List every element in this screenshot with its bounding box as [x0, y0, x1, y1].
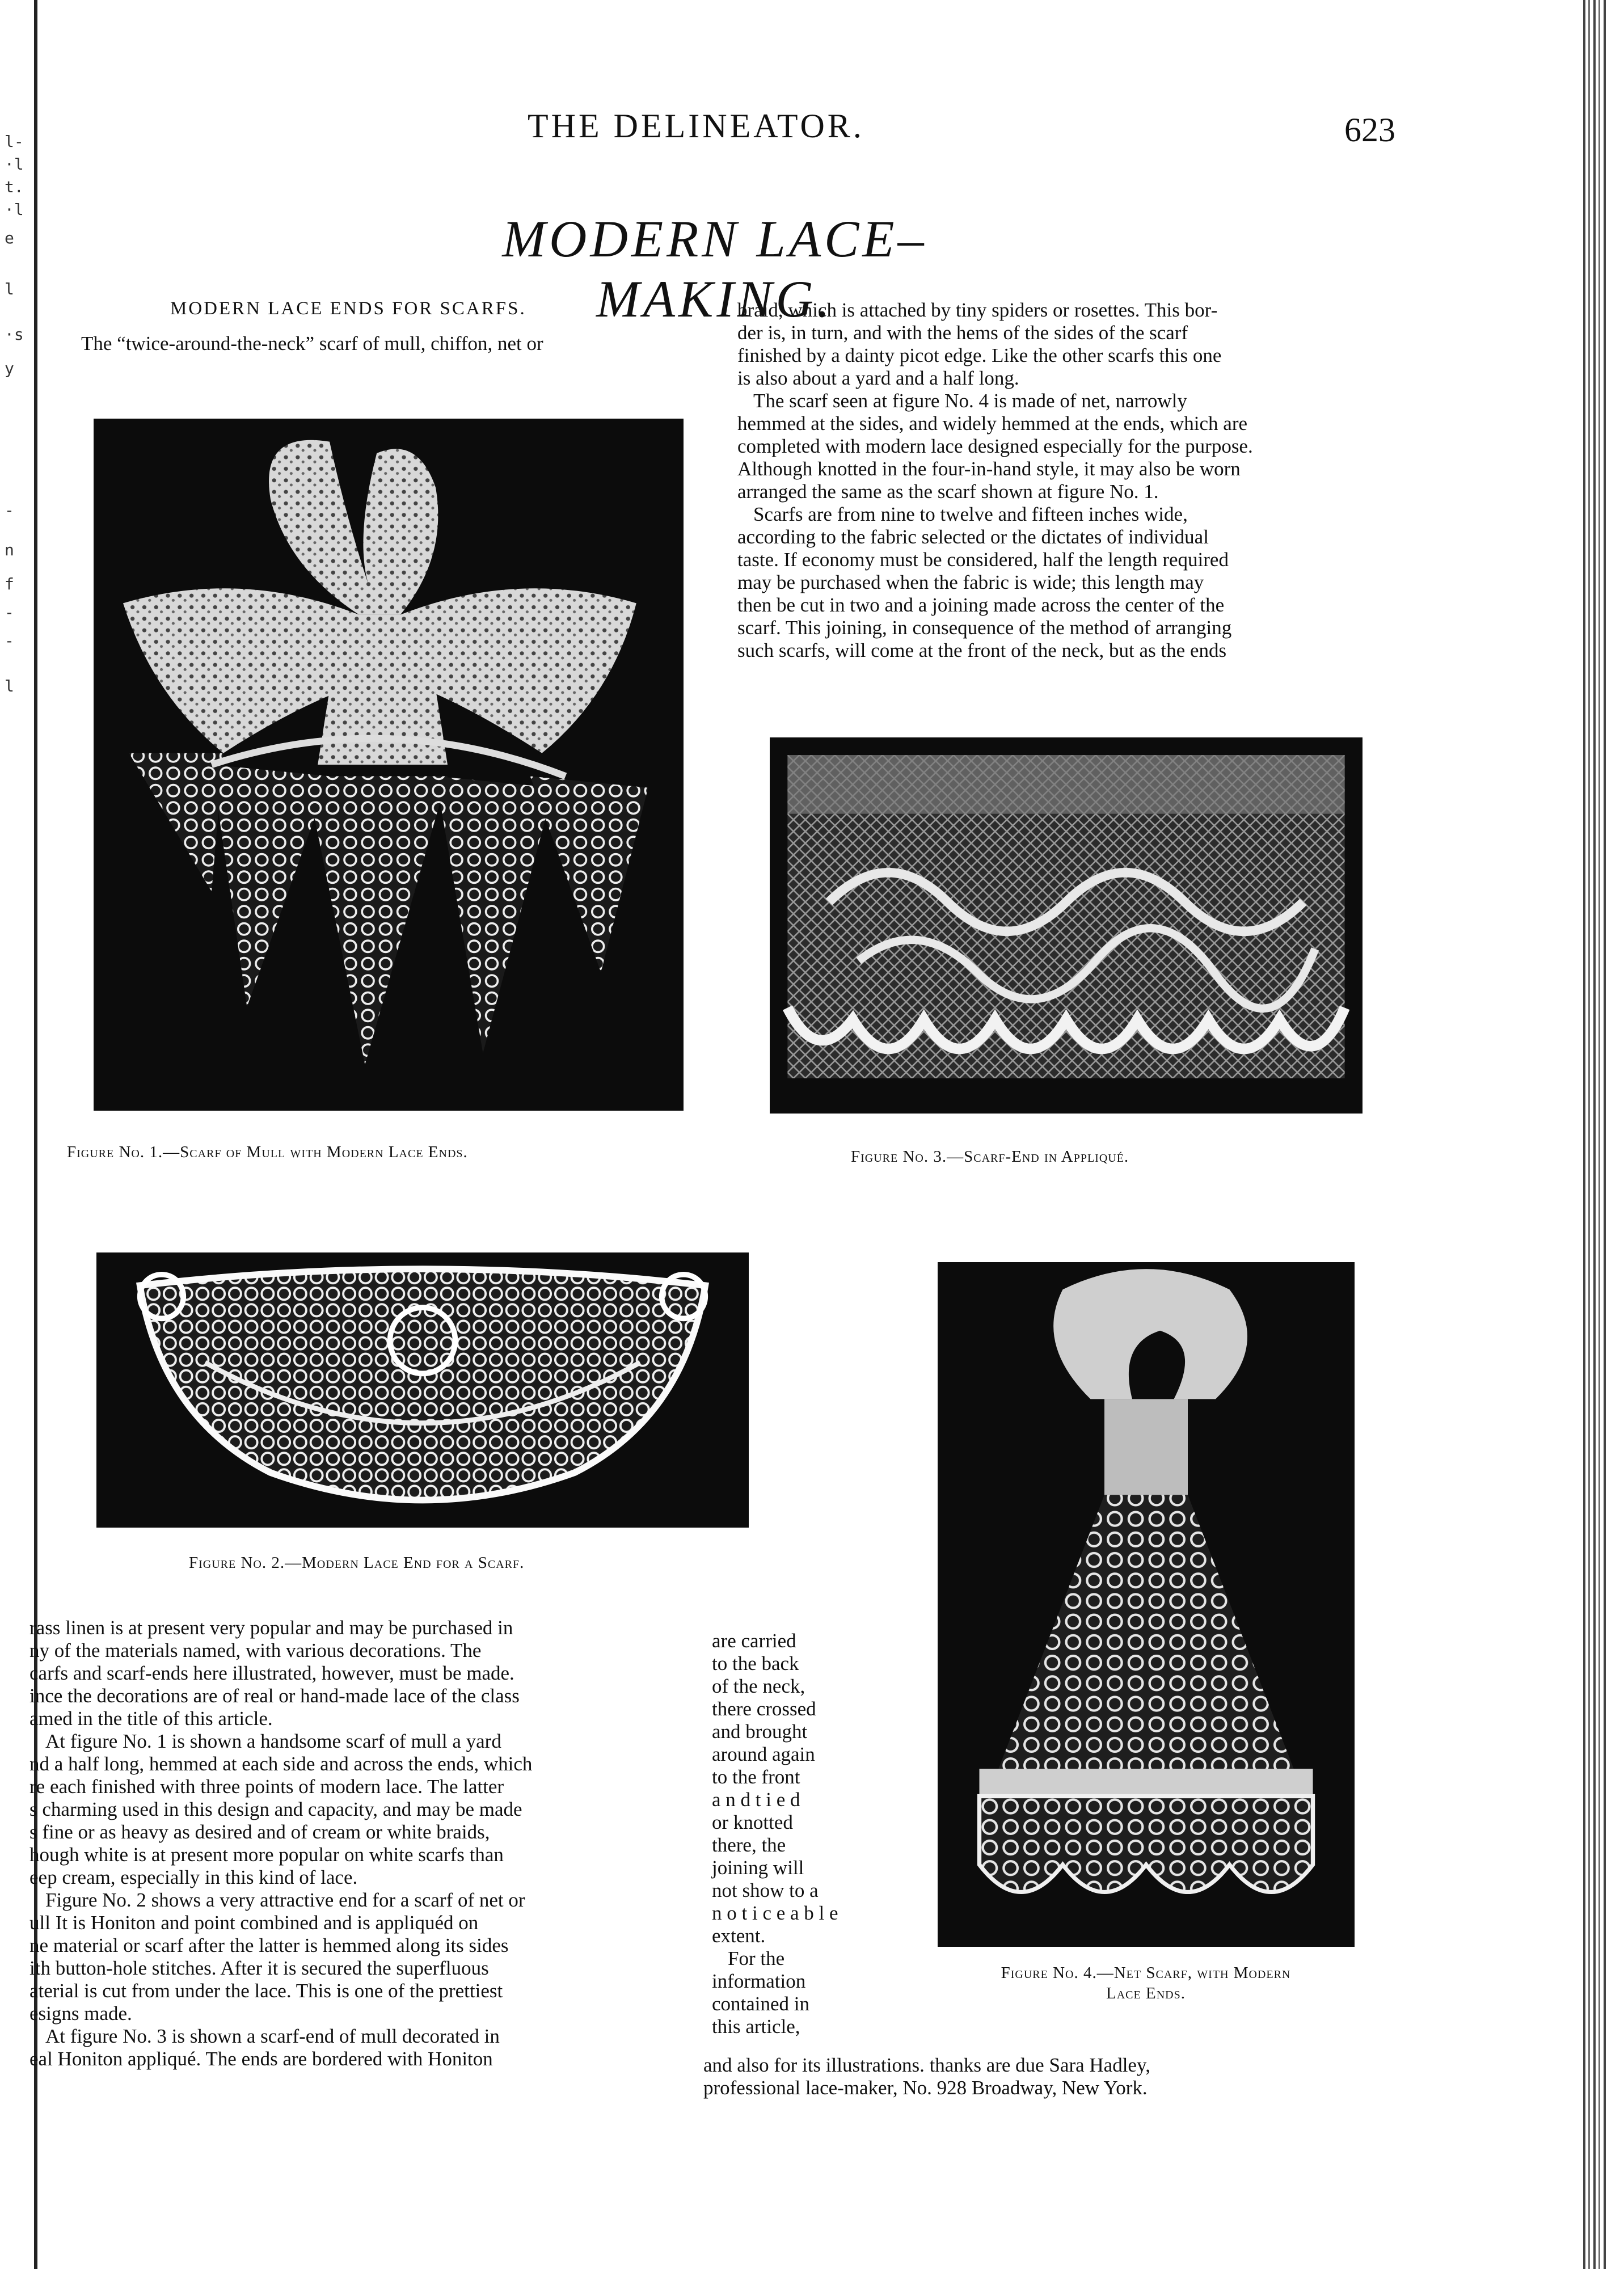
text-line: scarf. This joining, in consequence of the method of arranging — [737, 617, 1232, 639]
figure-4-caption-line: Figure No. 4.—Net Scarf, with Modern — [1001, 1964, 1291, 1982]
text-line: esigns made. — [29, 2002, 132, 2025]
text-line: completed with modern lace designed especially for the purpose. — [737, 435, 1253, 457]
text-line: may be purchased when the fabric is wide; this length may — [737, 571, 1204, 593]
text-line: according to the fabric selected or the dictates of individual — [737, 526, 1209, 548]
gutter-fragment: ·s — [5, 325, 24, 344]
gutter-fragment: l- — [5, 132, 24, 151]
text-line: At figure No. 1 is shown a handsome scarf of mull a yard — [45, 1730, 501, 1752]
text-line: For the — [728, 1947, 785, 1969]
text-line: eep cream, especially in this kind of lace. — [29, 1866, 358, 1888]
text-line: The scarf seen at figure No. 4 is made of net, narrowly — [753, 390, 1187, 412]
narrow-column — [712, 1630, 848, 2038]
running-head: THE DELINEATOR. — [528, 107, 864, 145]
gutter-fragment: l — [5, 280, 14, 298]
text-line: is also about a yard and a half long. — [737, 367, 1019, 389]
text-line: eal Honiton appliqué. The ends are bordered with Honiton — [29, 2048, 493, 2070]
figure-3-caption: Figure No. 3.—Scarf-End in Appliqué. — [851, 1148, 1129, 1166]
text-line: information — [712, 1970, 806, 1992]
text-line: Figure No. 2 shows a very attractive end for a scarf of net or — [45, 1889, 525, 1911]
text-line: to the back — [712, 1652, 799, 1675]
text-line: hough white is at present more popular on white scarfs than — [29, 1844, 504, 1866]
right-column-top — [737, 299, 1401, 662]
text-line: The “twice-around-the-neck” scarf of mull, chiffon, net or — [81, 332, 543, 355]
text-line: taste. If economy must be considered, half the length required — [737, 549, 1229, 571]
article-subhead: MODERN LACE ENDS FOR SCARFS. — [170, 298, 526, 319]
gutter-fragment: y — [5, 359, 14, 378]
text-line: aterial is cut from under the lace. This is one of the prettiest — [29, 1980, 503, 2002]
figure-3-scarf-end-image — [770, 737, 1363, 1114]
text-line: ith button-hole stitches. After it is secured the superfluous — [29, 1957, 489, 1979]
page-edge-binding — [1583, 0, 1607, 2269]
left-column-top — [65, 332, 709, 355]
text-line: At figure No. 3 is shown a scarf-end of mull decorated in — [45, 2025, 500, 2047]
text-line: arranged the same as the scarf shown at figure No. 1. — [737, 480, 1159, 503]
text-line: a n d t i e d — [712, 1789, 800, 1811]
text-line: ince the decorations are of real or hand-made lace of the class — [29, 1685, 520, 1707]
gutter-fragment: t. — [5, 178, 24, 196]
figure-1-caption: Figure No. 1.—Scarf of Mull with Modern Lace Ends. — [67, 1143, 468, 1161]
text-line: der is, in turn, and with the hems of the sides of the scarf — [737, 322, 1188, 344]
text-line: re each finished with three points of modern lace. The latter — [29, 1775, 504, 1798]
text-line: and brought — [712, 1720, 808, 1743]
gutter-fragment: - — [5, 501, 14, 520]
text-line: braid, which is attached by tiny spiders or rosettes. This bor- — [737, 299, 1218, 321]
page-number: 623 — [1344, 111, 1395, 149]
text-line: hemmed at the sides, and widely hemmed at the ends, which are — [737, 412, 1248, 435]
gutter-fragment: n — [5, 541, 14, 559]
text-line: there crossed — [712, 1698, 816, 1720]
text-line: of the neck, — [712, 1675, 805, 1697]
text-line: professional lace-maker, No. 928 Broadway, New York. — [703, 2077, 1148, 2099]
text-line: around again — [712, 1743, 815, 1765]
text-line: extent. — [712, 1925, 766, 1947]
text-line: Scarfs are from nine to twelve and fifteen inches wide, — [753, 503, 1188, 525]
text-line: to the front — [712, 1766, 800, 1788]
figure-4-caption — [916, 1963, 1376, 2004]
text-line: joining will — [712, 1857, 804, 1879]
text-line: ny of the materials named, with various decorations. The — [29, 1639, 482, 1661]
gutter-fragment: - — [5, 603, 14, 622]
text-line: or knotted — [712, 1811, 793, 1833]
left-column-bottom — [29, 1617, 676, 2070]
article-title: MODERN LACE–MAKING. — [502, 210, 927, 328]
gutter-fragment: ·l — [5, 155, 24, 174]
text-line: s fine or as heavy as desired and of cream or white braids, — [29, 1821, 490, 1843]
text-line: carfs and scarf-ends here illustrated, however, must be made. — [29, 1662, 514, 1684]
text-line: ull It is Honiton and point combined and is appliquéd on — [29, 1912, 479, 1934]
gutter-fragment: - — [5, 631, 14, 650]
closing-lines — [703, 2054, 1401, 2099]
gutter-fragment: ·l — [5, 200, 24, 219]
gutter-fragment: e — [5, 229, 14, 247]
figure-2-caption: Figure No. 2.—Modern Lace End for a Scarf. — [189, 1554, 525, 1572]
figure-2-lace-end-image — [96, 1252, 749, 1528]
text-line: this article, — [712, 2015, 800, 2038]
text-line: finished by a dainty picot edge. Like the other scarfs this one — [737, 344, 1222, 366]
text-line: then be cut in two and a joining made across the center of the — [737, 594, 1225, 616]
text-line: Although knotted in the four-in-hand style, it may also be worn — [737, 458, 1241, 480]
figure-4-net-scarf-image — [938, 1262, 1355, 1947]
text-line: there, the — [712, 1834, 786, 1856]
text-line: contained in — [712, 1993, 810, 2015]
text-line: and also for its illustrations. thanks are due Sara Hadley, — [703, 2054, 1150, 2076]
text-line: nd a half long, hemmed at each side and across the ends, which — [29, 1753, 533, 1775]
text-line: amed in the title of this article. — [29, 1707, 273, 1730]
text-line: not show to a — [712, 1879, 819, 1901]
text-line: n o t i c e a b l e — [712, 1902, 838, 1924]
text-line: ne material or scarf after the latter is hemmed along its sides — [29, 1934, 509, 1956]
text-line: such scarfs, will come at the front of the neck, but as the ends — [737, 639, 1227, 661]
figure-4-caption-line: Lace Ends. — [1106, 1984, 1186, 2002]
gutter-fragment: l — [5, 677, 14, 695]
figure-1-scarf-image — [94, 419, 684, 1111]
gutter-fragment: f — [5, 575, 14, 593]
text-line: are carried — [712, 1630, 796, 1652]
text-line: rass linen is at present very popular and may be purchased in — [29, 1617, 513, 1639]
text-line: s charming used in this design and capacity, and may be made — [29, 1798, 522, 1820]
